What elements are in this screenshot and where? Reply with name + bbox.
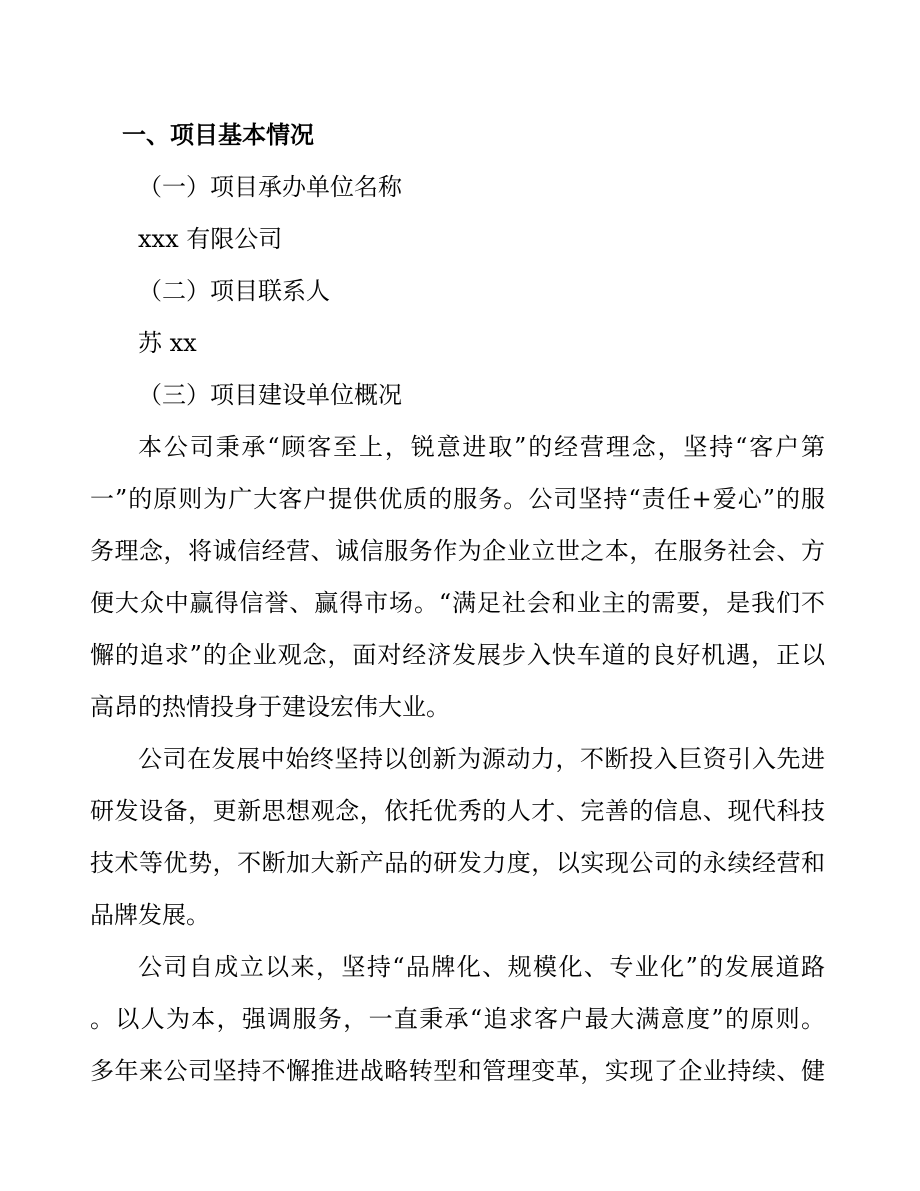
paragraph-3-line-3: 多年来公司坚持不懈推进战略转型和管理变革，实现了企业持续、健 [90, 1057, 825, 1085]
item-2-label: （二）项目联系人 [138, 277, 330, 305]
paragraph-2-line-3: 技术等优势，不断加大新产品的研发力度，以实现公司的永续经营和 [90, 849, 825, 877]
item-1-value: xxx 有限公司 [138, 225, 283, 253]
paragraph-2-line-2: 研发设备，更新思想观念，依托优秀的人才、完善的信息、现代科技 [90, 797, 825, 825]
paragraph-1-line-5: 懈的追求”的企业观念，面对经济发展步入快车道的良好机遇，正以 [90, 641, 825, 669]
paragraph-2-line-1: 公司在发展中始终坚持以创新为源动力，不断投入巨资引入先进 [138, 745, 825, 773]
item-2-value: 苏 xx [138, 329, 197, 357]
paragraph-3 [90, 941, 825, 1097]
document-body [90, 109, 825, 1097]
paragraph-3-line-2: 。以人为本，强调服务，一直秉承“追求客户最大满意度”的原则。 [90, 1005, 825, 1033]
paragraph-2 [90, 733, 825, 941]
paragraph-1 [90, 421, 825, 733]
paragraph-1-line-3: 务理念，将诚信经营、诚信服务作为企业立世之本，在服务社会、方 [90, 537, 825, 565]
paragraph-1-line-6: 高昂的热情投身于建设宏伟大业。 [90, 693, 450, 721]
paragraph-1-line-1: 本公司秉承“顾客至上，锐意进取”的经营理念，坚持“客户第 [138, 433, 825, 461]
item-1-label: （一）项目承办单位名称 [138, 173, 402, 201]
paragraph-1-line-2: 一”的原则为广大客户提供优质的服务。公司坚持“责任+爱心”的服 [90, 485, 825, 513]
paragraph-1-line-4: 便大众中赢得信誉、赢得市场。“满足社会和业主的需要，是我们不 [90, 589, 825, 617]
paragraph-2-line-4: 品牌发展。 [90, 901, 210, 929]
paragraph-3-line-1: 公司自成立以来，坚持“品牌化、规模化、专业化”的发展道路 [138, 953, 825, 981]
section-heading: 一、项目基本情况 [122, 121, 314, 149]
item-3-label: （三）项目建设单位概况 [138, 381, 402, 409]
